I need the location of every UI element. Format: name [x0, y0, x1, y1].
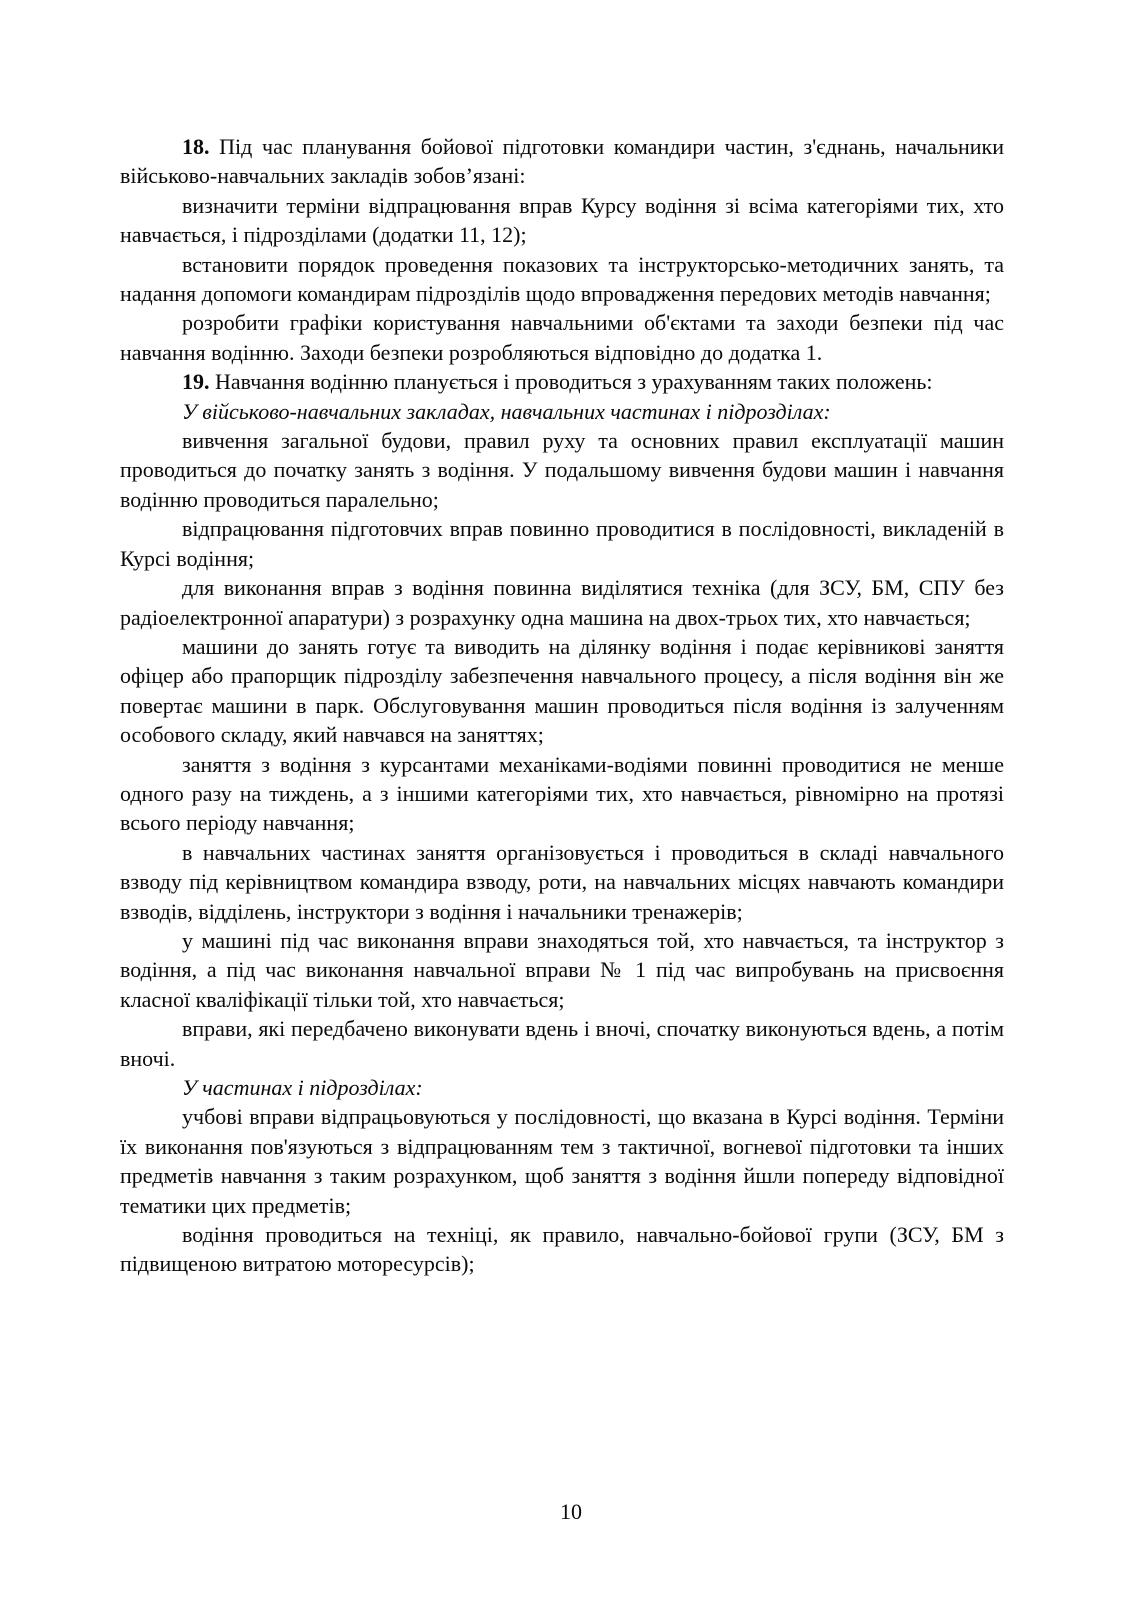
subheading-paragraph: У військово-навчальних закладах, навчальних частинах і підрозділах:	[182, 398, 831, 424]
body-paragraph: вправи, які передбачено виконувати вдень і вночі, спочатку виконуються вдень, а потім вночі.	[120, 1016, 1004, 1071]
body-paragraph: 19. Навчання водінню планується і проводиться з урахуванням таких положень:	[182, 369, 933, 395]
body-paragraph: встановити порядок проведення показових та інструкторсько-методичних занять, та надання допомоги командирам підрозділів щодо впровадження передових методів навчання;	[120, 251, 1004, 307]
body-paragraph: визначити терміни відпрацювання вправ Курсу водіння зі всіма категоріями тих, хто навчається, і підрозділами (додатки 11, 12);	[120, 192, 1004, 248]
body-paragraph: розробити графіки користування навчальними об'єктами та заходи безпеки під час навчання водінню. Заходи безпеки розробляються відповідно до додатка 1.	[120, 310, 1004, 365]
body-paragraph: в навчальних частинах заняття організовується і проводиться в складі навчального взводу під керівництвом командира взводу, роти, на навчальних місцях навчають командири взводів, відділень, інструктори з водіння і начальники тренажерів;	[120, 839, 1004, 924]
body-paragraph: для виконання вправ з водіння повинна виділятися техніка (для ЗСУ, БМ, СПУ без радіоелектронної апаратури) з розрахунку одна машина на двох-трьох тих, хто навчається;	[120, 575, 1004, 630]
body-paragraph: машини до занять готує та виводить на ділянку водіння і подає керівникові заняття офіцер або прапорщик підрозділу забезпечення навчального процесу, а після водіння він же повертає машини в парк. Обслуговування машин проводиться після водіння із залученням особового складу, який навчався на заняттях;	[120, 633, 1004, 748]
body-paragraph: у машині під час виконання вправи знаходяться той, хто навчається, та інструктор з водіння, а під час виконання навчальної вправи № 1 під час випробувань на присвоєння класної кваліфікації тільки той, хто навчається;	[120, 927, 1004, 1012]
paragraph-number: 18.	[182, 134, 220, 159]
body-paragraph: 18. Під час планування бойової підготовки командири частин, з'єднань, начальники військово-навчальних закладів зобов’язані:	[120, 134, 1005, 189]
subheading-paragraph: У частинах і підрозділах:	[182, 1075, 423, 1100]
document-body	[120, 132, 1004, 1279]
body-paragraph: учбові вправи відпрацьовуються у послідовності, що вказана в Курсі водіння. Терміни їх виконання пов'язуються з відпрацюванням тем з тактичної, вогневої підготовки та інших предметів навчання з таким розрахунком, щоб заняття з водіння йшли попереду відповідної тематики цих предметів;	[120, 1104, 1004, 1218]
paragraph-number: 19.	[182, 369, 215, 395]
body-paragraph: заняття з водіння з курсантами механіками-водіями повинні проводитися не менше одного разу на тиждень, а з іншими категоріями тих, хто навчається, рівномірно на протязі всього періоду навчання;	[120, 751, 1004, 836]
body-paragraph: відпрацювання підготовчих вправ повинно проводитися в послідовності, викладеній в Курсі водіння;	[120, 516, 1004, 571]
body-paragraph: вивчення загальної будови, правил руху та основних правил експлуатації машин проводиться до початку занять з водіння. У подальшому вивчення будови машин і навчання водінню проводиться паралельно;	[120, 428, 1004, 512]
body-paragraph: водіння проводиться на техніці, як правило, навчально-бойової групи (ЗСУ, БМ з підвищеною витратою моторесурсів);	[120, 1222, 1004, 1277]
page-number: 10	[560, 1499, 582, 1524]
